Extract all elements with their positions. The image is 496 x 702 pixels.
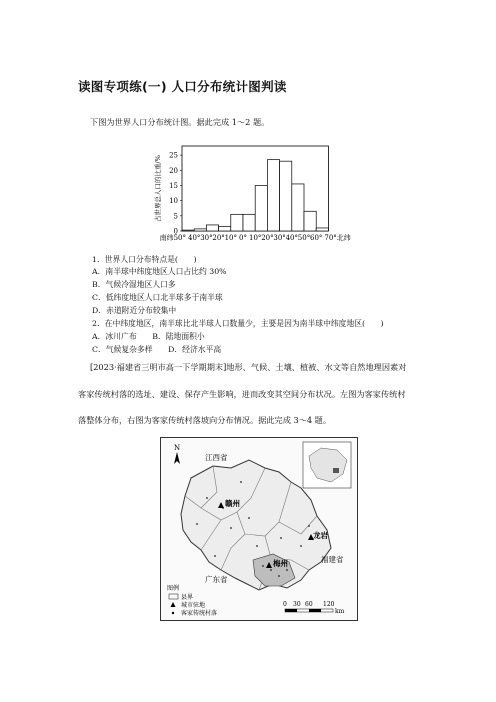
paragraph-line-2: 客家传统村落的选址、建设、保存产生影响，进而改变其空间分布状况。左图为客家传统村 bbox=[78, 389, 406, 399]
page-title: 读图专项练(一) 人口分布统计图判读 bbox=[78, 79, 287, 94]
x-tick-label: 10° bbox=[224, 234, 238, 242]
q1-option-d: D．赤道附近分布较集中 bbox=[92, 306, 177, 315]
y-tick-label: 25 bbox=[169, 151, 178, 160]
hakka-village-map bbox=[160, 437, 358, 621]
paragraph-line-1: [2023·福建省三明市高一下学期期末]地形、气候、土壤、植被、水文等自然地理因素对 bbox=[90, 362, 407, 372]
y-tick-label: 5 bbox=[173, 212, 178, 221]
x-tick-label: 50° bbox=[297, 234, 311, 242]
x-tick-label: 南纬50° bbox=[159, 234, 186, 242]
label-ganzhou: 赣州 bbox=[225, 499, 240, 508]
q1-option-a: A．南半球中纬度地区人口占比约 30% bbox=[92, 267, 227, 276]
bar-60°S-50°S bbox=[182, 230, 194, 231]
x-tick-label: 30° bbox=[200, 234, 213, 242]
y-tick-label: 20 bbox=[169, 166, 178, 175]
legend-county: 县界 bbox=[181, 594, 194, 601]
north-label: N bbox=[174, 444, 181, 452]
paragraph-line-3: 落整体分布，右图为客家传统村落坡向分布情况。据此完成 3～4 题。 bbox=[78, 415, 332, 425]
x-tick-label: 0° bbox=[239, 234, 247, 242]
bar-10°S-0° bbox=[243, 214, 255, 231]
label-fujian: 福建省 bbox=[321, 555, 344, 564]
legend-county-swatch bbox=[169, 594, 178, 599]
bar-0°-10°N bbox=[255, 185, 267, 231]
x-tick-label: 30° bbox=[273, 234, 286, 242]
x-tick-label: 70°北纬 bbox=[324, 234, 351, 242]
y-tick-label: 10 bbox=[169, 197, 178, 206]
bar-20°N-30°N bbox=[280, 161, 292, 231]
y-tick-label: 0 bbox=[173, 227, 178, 236]
bar-50°N-60°N bbox=[316, 228, 328, 231]
label-longyan: 龙岩 bbox=[313, 531, 328, 540]
svg-text:km: km bbox=[335, 608, 345, 615]
bar-30°N-40°N bbox=[292, 184, 304, 231]
inset-highlight bbox=[333, 468, 339, 473]
bar-40°S-30°S bbox=[206, 225, 218, 231]
x-tick-label: 40° bbox=[285, 234, 299, 242]
y-axis-label: 占世界总人口的比重/% bbox=[154, 155, 162, 222]
bar-10°N-20°N bbox=[267, 160, 279, 231]
question-2: 2．在中纬度地区，南半球比北半球人口数量少，主要是因为南半球中纬度地区( ) bbox=[92, 319, 384, 328]
q1-option-c: C．低纬度地区人口北半球多于南半球 bbox=[92, 293, 223, 302]
legend-village-icon bbox=[172, 612, 174, 614]
intro-text: 下图为世界人口分布统计图。据此完成 1～2 题。 bbox=[90, 117, 270, 127]
bar-50°S-40°S bbox=[194, 229, 206, 231]
bar-40°N-50°N bbox=[304, 211, 316, 231]
legend-city: 城市驻地 bbox=[181, 602, 206, 609]
x-tick-label: 40° bbox=[187, 234, 201, 242]
q2-options-ab: A．冰川广布 B．陆地面积小 bbox=[92, 332, 205, 341]
bar-20°S-10°S bbox=[231, 214, 243, 231]
q1-option-b: B．气候冷湿地区人口多 bbox=[92, 280, 176, 289]
label-meizhou: 梅州 bbox=[273, 559, 288, 568]
svg-text:0: 0 bbox=[283, 601, 287, 608]
legend-village: 客家传统村落 bbox=[181, 610, 218, 617]
label-jiangxi: 江西省 bbox=[205, 453, 228, 462]
north-arrow-icon bbox=[174, 452, 180, 464]
population-chart bbox=[140, 138, 362, 244]
q2-options-cd: C．气候复杂多样 D．经济水平高 bbox=[92, 345, 222, 354]
svg-text:60: 60 bbox=[305, 601, 313, 608]
y-tick-label: 15 bbox=[169, 181, 178, 190]
scale-bar bbox=[283, 601, 345, 615]
label-guangdong: 广东省 bbox=[205, 575, 228, 584]
x-tick-label: 60° bbox=[309, 234, 323, 242]
svg-text:120: 120 bbox=[323, 601, 335, 608]
x-tick-label: 10° bbox=[248, 234, 262, 242]
legend-title: 图例 bbox=[167, 585, 180, 592]
svg-text:30: 30 bbox=[293, 601, 301, 608]
bar-30°S-20°S bbox=[219, 226, 231, 231]
x-tick-label: 20° bbox=[212, 234, 225, 242]
question-1: 1．世界人口分布特点是( ) bbox=[92, 255, 197, 264]
x-tick-label: 20° bbox=[261, 234, 274, 242]
legend-city-icon bbox=[171, 602, 176, 607]
